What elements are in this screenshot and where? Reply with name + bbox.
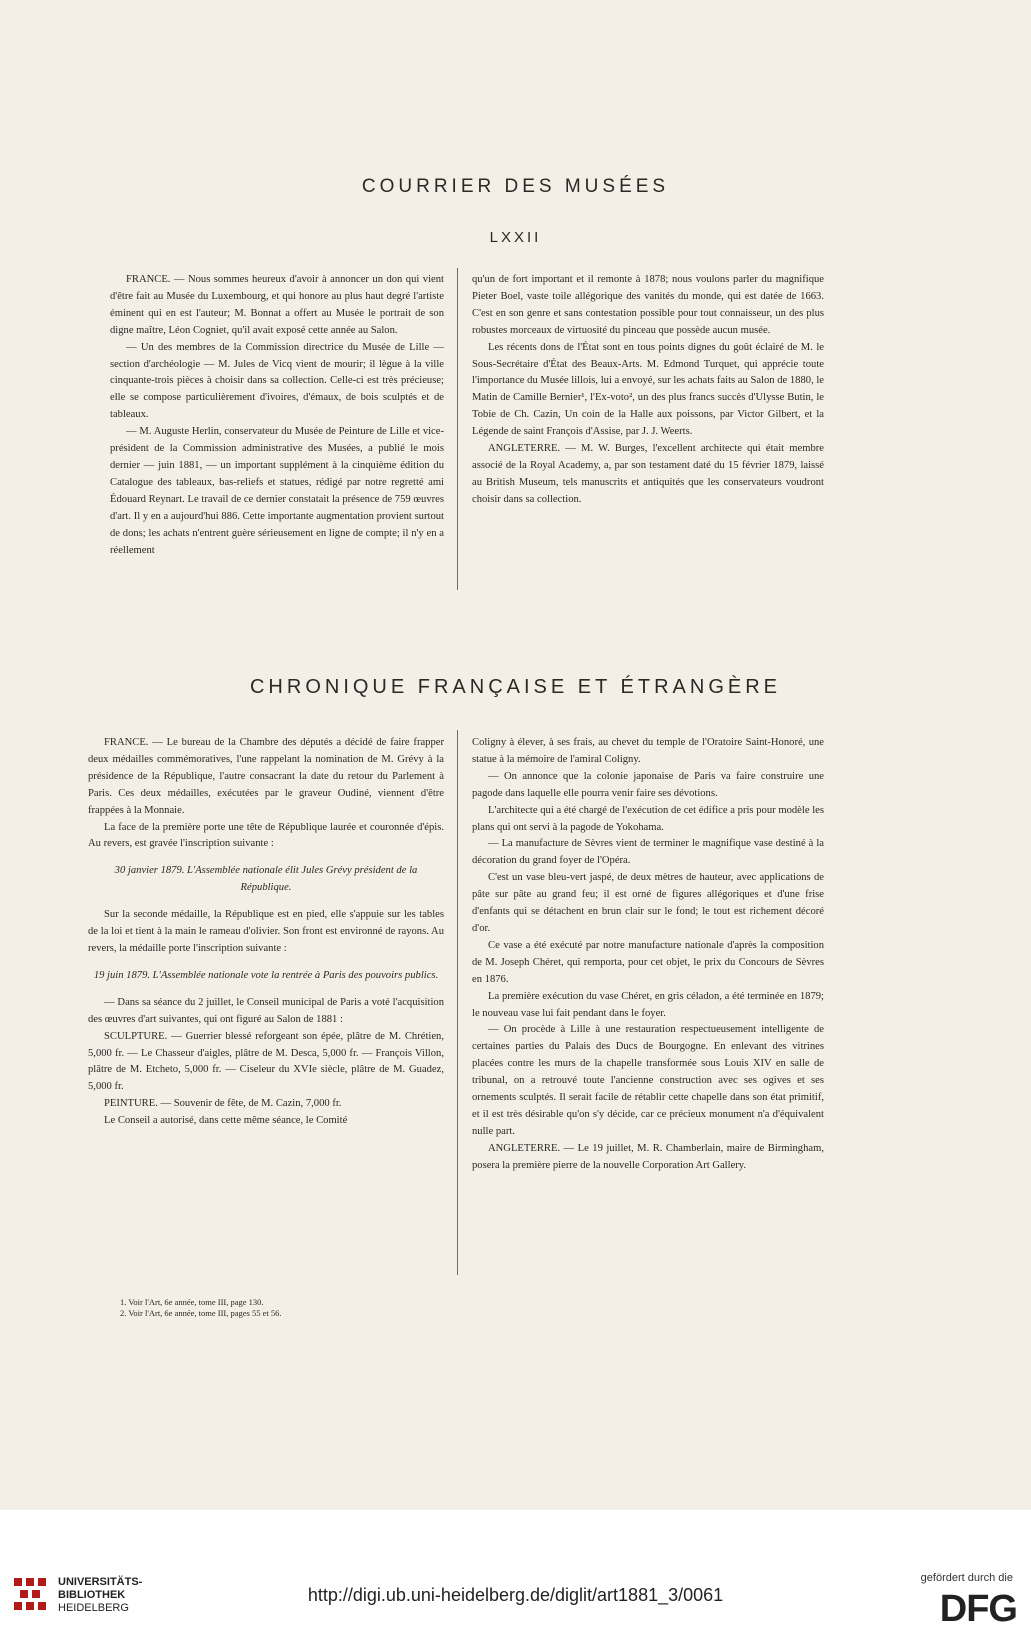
paragraph: — On procède à Lille à une restauration respectueusement intelligente de certaines parties du Palais des Ducs de Bourgogne. En enlevant des vitrines placées contre les murs de la chapelle transformée sous Louis XIV en salle de tribunal, on a retrouvé toute l'ancienne construction avec ses ogives et ses ornements sculptés. Il serait facile de rétablir cette chapelle dans son état primitif, et il est très désirable qu'on s'y décide, car ce précieux monument n'a d'équivalent nulle part. [472,1024,824,1137]
paragraph: L'architecte qui a été chargé de l'exécution de cet édifice a pris pour modèle les plans qui ont servi à la pagode de Yokohama. [472,804,824,833]
paragraph: Coligny à élever, à ses frais, au chevet du temple de l'Oratoire Saint-Honoré, une statue à la mémoire de l'amiral Coligny. [472,737,824,765]
dfg-logo: DFG [939,1588,1017,1630]
paragraph: Le Conseil a autorisé, dans cette même séance, le Comité [104,1115,348,1127]
paragraph: — M. Auguste Herlin, conservateur du Musée de Peinture de Lille et vice-président de la Commission administrative des Musées, a publié le mois dernier — juin 1881, — un important supplément à la cinquième édition du Catalogue des tableaux, bas-reliefs et statues, rédigé par notre regretté ami Édouard Reynart. Le travail de ce dernier constatait la présence de 759 œuvres d'art. Il y en a aujourd'hui 886. Cette importante augmentation provient surtout de dons; les achats n'entrent guère sérieusement en ligne de compte; il n'y en a réellement [110,426,444,556]
footnotes [110,1297,282,1319]
section-title-chronique: CHRONIQUE FRANÇAISE ET ÉTRANGÈRE [249,676,782,698]
inscription-quote: 19 juin 1879. L'Assemblée nationale vote la rentrée à Paris des pouvoirs publics. [93,969,439,981]
paragraph: — On annonce que la colonie japonaise de Paris va faire construire une pagode dans laquelle elle pourra venir faire ses dévotions. [472,770,824,799]
inscription-quote: 30 janvier 1879. L'Assemblée nationale élit Jules Grévy président de la République. [114,865,418,894]
footnote: 2. Voir l'Art, 6e année, tome III, pages 55 et 56. [120,1308,282,1318]
paragraph: qu'un de fort important et il remonte à 1878; nous voulons parler du magnifique Pieter Boel, vaste toile allégorique des vanités du monde, qui est datée de 1663. C'est en son genre et sans contestation possible pour tout connaisseur, un des plus robustes morceaux de virtuosité du pinceau que possède aucun musée. [472,274,824,336]
column-divider [457,730,458,1275]
section-title-courrier: COURRIER DES MUSÉES [361,176,670,197]
paragraph: C'est un vase bleu-vert jaspé, de deux mètres de hauteur, avec applications de pâte sur pâte au grand feu; il est orné de figures allégoriques et d'une frise d'enfants qui se détachent en brun clair sur le fond; le tout est richement décoré d'or. [472,872,824,934]
paragraph: ANGLETERRE. — Le 19 juillet, M. R. Chamberlain, maire de Birmingham, posera la première pierre de la nouvelle Corporation Art Gallery. [472,1142,824,1171]
funding-label: gefördert durch die [920,1572,1013,1584]
paragraph: — Un des membres de la Commission directrice du Musée de Lille — section d'archéologie — M. Jules de Vicq vient de mourir; il lègue à la ville cinquante-trois pièces à choisir dans sa collection. Celle-ci est très précieuse; elle se compose particulièrement d'ivoires, d'émaux, de bois sculptés et de tableaux. [110,341,444,421]
paragraph: La face de la première porte une tête de République laurée et couronnée d'épis. Au revers, est gravée l'inscription suivante : [88,821,444,850]
paragraph: SCULPTURE. — Guerrier blessé reforgeant son épée, plâtre de M. Chrétien, 5,000 fr. — Le Chasseur d'aigles, plâtre de M. Desca, 5,000 fr. — François Villon, plâtre de M. Etcheto, 5,000 fr. — Ciseleur du XVIe siècle, plâtre de M. Guadez, 5,000 fr. [88,1030,444,1093]
chronique-left-column [88,735,444,1130]
chronique-right-column [472,735,824,1175]
permalink-url[interactable]: http://digi.ub.uni-heidelberg.de/diglit/art1881_3/0061 [307,1585,724,1605]
paragraph: FRANCE. — Nous sommes heureux d'avoir à annoncer un don qui vient d'être fait au Musée du Luxembourg, et qui honore au plus haut degré l'artiste éminent qui en est l'auteur; M. Bonnat a offert au Musée le portrait de son digne maître, Léon Cogniet, qu'il avait exposé cette année au Salon. [110,274,444,336]
footnote: 1. Voir l'Art, 6e année, tome III, page 130. [120,1297,264,1307]
paragraph: PEINTURE. — Souvenir de fête, de M. Cazin, 7,000 fr. [104,1098,342,1110]
section-number: LXXII [489,229,542,246]
paragraph: Les récents dons de l'État sont en tous points dignes du goût éclairé de M. le Sous-Secrétaire d'État des Beaux-Arts. M. Edmond Turquet, qui apprécie toute l'importance du Musée lillois, lui a envoyé, sur les achats faits au Salon de 1880, le Matin de Camille Bernier¹, l'Ex-voto², un des plus francs succès d'Ulysse Butin, le Tobie de Ch. Cazin, Un coin de la Halle aux poissons, par Victor Gilbert, et la Légende de saint François d'Assise, par J. J. Weerts. [472,341,825,438]
paragraph: ANGLETERRE. — M. W. Burges, l'excellent architecte qui était membre associé de la Royal Academy, a, par son testament daté du 15 février 1879, laissé au British Museum, tels manuscrits et antiquités que les conservateurs voudront choisir dans sa collection. [472,443,824,505]
courrier-left-column [110,272,444,559]
courrier-right-column [472,272,824,509]
paragraph: Ce vase a été exécuté par notre manufacture nationale d'après la composition de M. Joseph Chéret, qui remporta, pour cet objet, le prix du Concours de Sèvres en 1876. [472,939,824,985]
paragraph: — Dans sa séance du 2 juillet, le Conseil municipal de Paris a voté l'acquisition des œuvres d'art suivantes, qui ont figuré au Salon de 1881 : [88,996,444,1025]
column-divider [457,268,458,590]
paragraph: La première exécution du vase Chéret, en gris céladon, a été terminée en 1879; le nouveau vase lui fait pendant dans le foyer. [472,990,824,1019]
library-name: UNIVERSITÄTS- BIBLIOTHEK HEIDELBERG [58,1576,143,1614]
digitization-footer [0,1510,1031,1635]
paragraph: Sur la seconde médaille, la République est en pied, elle s'appuie sur les tables de la loi et tient à la main le rameau d'olivier. Son front est environné de rayons. Au revers, la médaille porte l'inscription suivante : [88,909,444,954]
paragraph: FRANCE. — Le bureau de la Chambre des députés a décidé de faire frapper deux médailles commémoratives, l'une rappelant la nomination de M. Grévy à la présidence de la République, l'autre consacrant la date du retour du Parlement à Paris. Ces deux médailles, exécutées par le graveur Oudiné, viennent d'être frappées à la Monnaie. [88,737,444,816]
paragraph: — La manufacture de Sèvres vient de terminer le magnifique vase destiné à la décoration du grand foyer de l'Opéra. [472,838,824,867]
